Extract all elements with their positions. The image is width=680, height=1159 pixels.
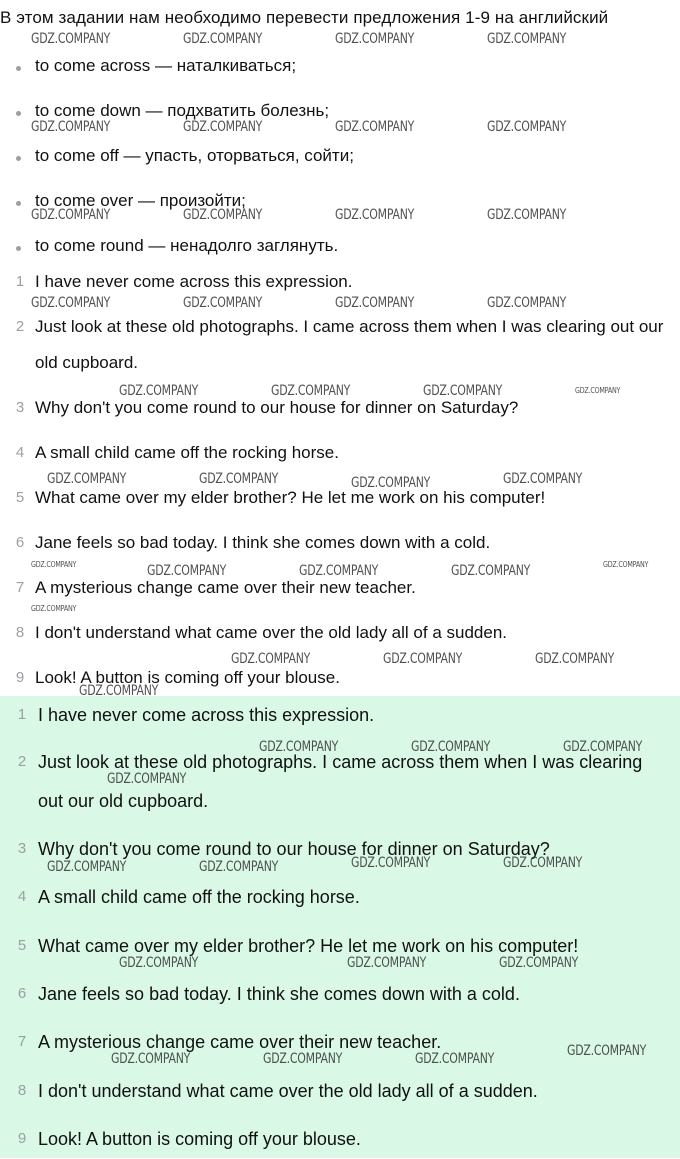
watermark: GDZ.COMPANY [107,771,187,787]
bullet-dot-icon [16,111,21,116]
list-item-text: to come across — наталкиваться; [35,56,297,75]
watermark: GDZ.COMPANY [271,383,351,399]
bullet-dot-icon [16,201,21,206]
sentence-number: 6 [15,534,25,551]
list-item-text: to come off — упасть, оторваться, сойти; [35,146,354,165]
list-item-text: to come over — произойти; [35,191,246,210]
sentence-number: 5 [15,489,25,506]
sentence-number: 8 [15,624,25,641]
answer-number: 2 [17,753,27,770]
watermark: GDZ.COMPANY [119,955,199,971]
watermark: GDZ.COMPANY [31,119,111,135]
sentence-text: Jane feels so bad today. I think she comes down with a cold. [35,533,491,552]
watermark: GDZ.COMPANY [603,560,649,569]
watermark: GDZ.COMPANY [183,119,263,135]
bullet-dot-icon [16,156,21,161]
watermark: GDZ.COMPANY [411,739,491,755]
answer-number: 4 [17,888,27,905]
watermark: GDZ.COMPANY [119,383,199,399]
watermark: GDZ.COMPANY [263,1051,343,1067]
watermark: GDZ.COMPANY [423,383,503,399]
watermark: GDZ.COMPANY [415,1051,495,1067]
intro-text: В этом задании нам необходимо перевести предложения 1-9 на английский [0,8,609,27]
watermark: GDZ.COMPANY [79,683,159,699]
answer-block [0,696,680,1158]
answer-number: 1 [17,706,27,723]
watermark: GDZ.COMPANY [567,1043,647,1059]
sentence-text: A small child came off the rocking horse. [35,443,339,462]
watermark: GDZ.COMPANY [335,31,415,47]
sentence-text: A mysterious change came over their new teacher. [35,578,416,597]
watermark: GDZ.COMPANY [31,560,77,569]
answer-text: Look! A button is coming off your blouse. [38,1129,361,1149]
sentence-text: I have never come across this expression. [35,272,353,291]
sentence-text: What came over my elder brother? He let me work on his computer! [35,488,546,507]
answer-number: 6 [17,985,27,1002]
watermark: GDZ.COMPANY [503,855,583,871]
watermark: GDZ.COMPANY [487,31,567,47]
answer-number: 9 [17,1130,27,1147]
watermark: GDZ.COMPANY [335,295,415,311]
bullet-dot-icon [16,246,21,251]
watermark: GDZ.COMPANY [563,739,643,755]
watermark: GDZ.COMPANY [31,207,111,223]
watermark: GDZ.COMPANY [199,471,279,487]
watermark: GDZ.COMPANY [299,563,379,579]
watermark: GDZ.COMPANY [351,855,431,871]
watermark: GDZ.COMPANY [147,563,227,579]
watermark: GDZ.COMPANY [351,475,431,491]
answer-number: 8 [17,1082,27,1099]
bullet-dot-icon [16,66,21,71]
watermark: GDZ.COMPANY [47,859,127,875]
watermark: GDZ.COMPANY [535,651,615,667]
watermark: GDZ.COMPANY [31,604,77,613]
watermark: GDZ.COMPANY [335,207,415,223]
answer-number: 7 [17,1033,27,1050]
watermark: GDZ.COMPANY [31,295,111,311]
watermark: GDZ.COMPANY [183,31,263,47]
answer-text: What came over my elder brother? He let me work on his computer! [38,936,579,956]
sentence-text: Look! A button is coming off your blouse. [35,668,340,687]
watermark: GDZ.COMPANY [487,207,567,223]
watermark: GDZ.COMPANY [575,386,621,395]
watermark: GDZ.COMPANY [259,739,339,755]
sentence-text: Why don't you come round to our house for dinner on Saturday? [35,398,519,417]
answer-text: A mysterious change came over their new teacher. [38,1032,442,1052]
answer-text: I don't understand what came over the old lady all of a sudden. [38,1081,538,1101]
sentence-number: 2 [15,318,25,335]
watermark: GDZ.COMPANY [347,955,427,971]
watermark: GDZ.COMPANY [499,955,579,971]
answer-number: 3 [17,840,27,857]
answer-text: A small child came off the rocking horse. [38,887,360,907]
sentence-number: 7 [15,579,25,596]
watermark: GDZ.COMPANY [231,651,311,667]
watermark: GDZ.COMPANY [487,295,567,311]
watermark: GDZ.COMPANY [487,119,567,135]
watermark: GDZ.COMPANY [199,859,279,875]
sentence-text: Just look at these old photographs. I came across them when I was clearing out our old cupboard. [35,317,664,372]
list-item-text: to come round — ненадолго заглянуть. [35,236,339,255]
watermark: GDZ.COMPANY [47,471,127,487]
watermark: GDZ.COMPANY [503,471,583,487]
watermark: GDZ.COMPANY [183,207,263,223]
sentence-number: 1 [15,273,25,290]
sentence-number: 4 [15,444,25,461]
answer-text: Why don't you come round to our house for dinner on Saturday? [38,839,550,859]
answer-number: 5 [17,937,27,954]
watermark: GDZ.COMPANY [31,31,111,47]
sentence-text: I don't understand what came over the old lady all of a sudden. [35,623,507,642]
watermark: GDZ.COMPANY [111,1051,191,1067]
watermark: GDZ.COMPANY [451,563,531,579]
watermark: GDZ.COMPANY [183,295,263,311]
sentence-number: 9 [15,669,25,686]
answer-text: Jane feels so bad today. I think she comes down with a cold. [38,984,520,1004]
watermark: GDZ.COMPANY [383,651,463,667]
answer-text: Just look at these old photographs. I came across them when I was clearing out our old cupboard. [38,752,643,811]
watermark: GDZ.COMPANY [335,119,415,135]
sentence-number: 3 [15,399,25,416]
list-item-text: to come down — подхватить болезнь; [35,101,330,120]
answer-text: I have never come across this expression. [38,705,375,725]
